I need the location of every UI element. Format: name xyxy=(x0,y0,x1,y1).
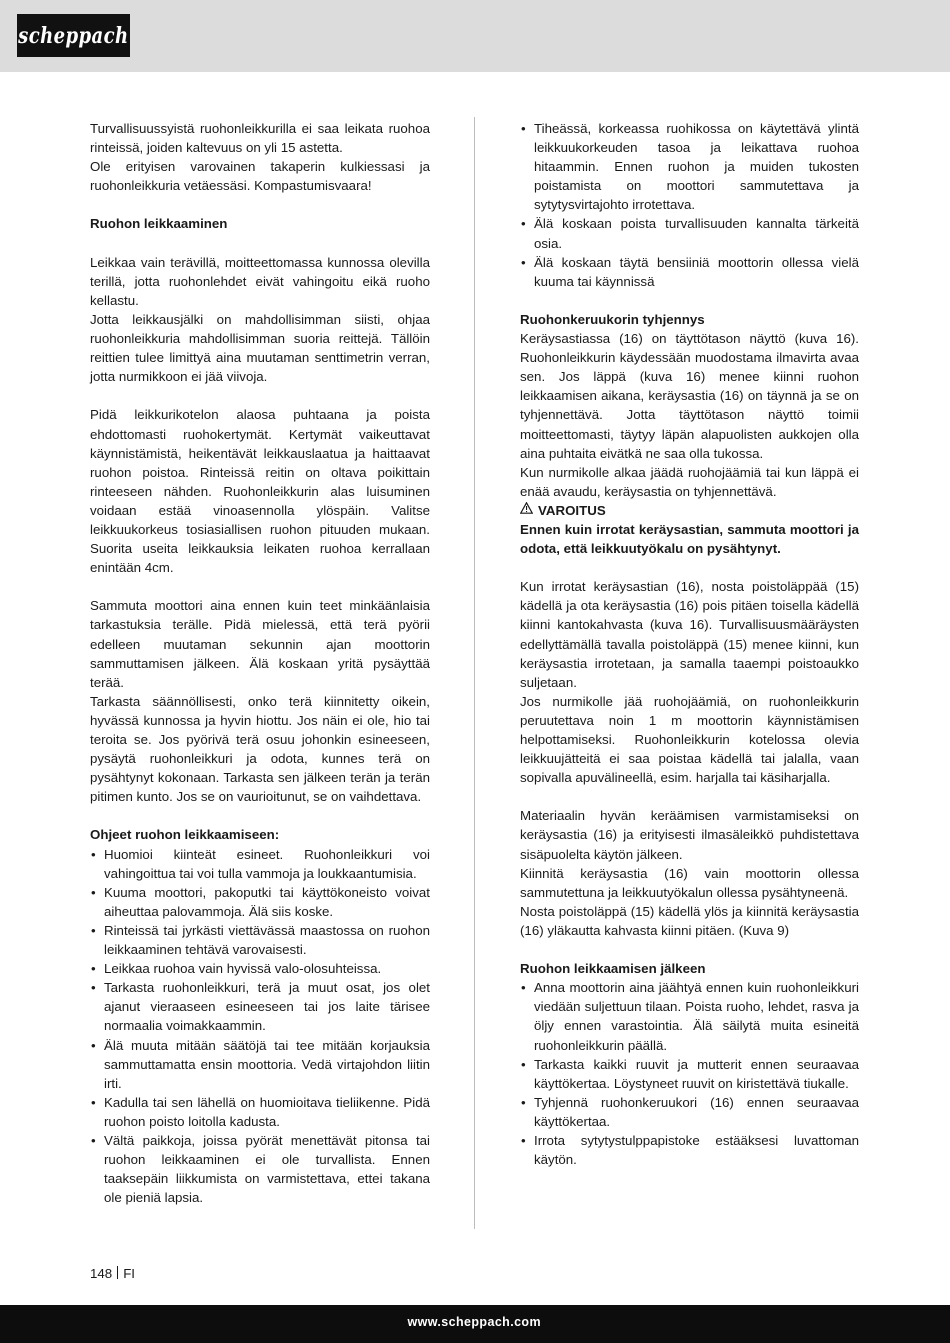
warning-title: VAROITUS xyxy=(538,502,606,518)
list-item: • Älä koskaan poista turvallisuuden kannalta tärkeitä osia. xyxy=(520,214,859,252)
list-item: • Tarkasta kaikki ruuvit ja mutterit ennen seuraavaa käyttökertaa. Löystyneet ruuvit on kiristettävä tiukalle. xyxy=(520,1055,859,1093)
right-column xyxy=(520,119,859,1169)
page-number xyxy=(90,1264,135,1283)
list-item: • Irrota sytytystulppapistoke estääksesi luvattoman käytön. xyxy=(520,1131,859,1169)
list-item: • Anna moottorin aina jäähtyä ennen kuin ruohonleikkuri viedään suljettuun tilaan. Poista ruoho, lehdet, rasva ja öljy ennen varastointia. Älä säilytä muita esineitä ruohonleikkurin päällä. xyxy=(520,978,859,1054)
cutting-paragraph: Leikkaa vain terävillä, moitteettomassa kunnossa olevilla terillä, jotta ruohonlehdet eivät vahingoitu eikä ruoho kellastu. xyxy=(90,254,430,308)
intro-paragraph: Ole erityisen varovainen takaperin kulkiessasi ja ruohonleikkuria vetäessäsi. Kompastumisvaara! xyxy=(90,159,430,194)
list-item: • Kuuma moottori, pakoputki tai käyttökoneisto voivat aiheuttaa palovammoja. Älä siis koske. xyxy=(90,883,430,921)
safety-list xyxy=(520,119,859,291)
list-item: • Leikkaa ruohoa vain hyvissä valo-olosuhteissa. xyxy=(90,959,430,978)
removal-paragraph: Jos nurmikolle jää ruohojäämiä, on ruohonleikkurin peruutettava noin 1 m moottorin käynnistämisen helpottamiseksi. Ruohonleikkurin kotelossa olevia leikkuujätteitä ei saa poistaa kädellä tai jalalla, vaan sopivalla apuvälineellä, esim. harjalla tai käsiharjalla. xyxy=(520,693,859,786)
emptying-paragraph: Keräysastiassa (16) on täyttötason näyttö (kuva 16). Ruohonleikkurin käydessään muodostama ilmavirta avaa sen. Jos läppä (kuva 16) menee kiinni ruohon leikkaamisen aikana, keräysastia (16) on täynnä ja se on tyhjennettävä. Jotta täyttötason näyttö toimii moitteettomasti, täytyy läpän alapuolisten aukkojen olla aina puhtaita eivätkä ne saa olla tukossa. xyxy=(520,331,859,461)
collection-paragraph: Kiinnitä keräysastia (16) vain moottorin ollessa sammutettuna ja leikkuutyökalun ollessa pysähtyneenä. xyxy=(520,865,859,900)
header-band xyxy=(0,0,950,72)
website-link[interactable]: www.scheppach.com xyxy=(407,1315,541,1329)
housing-paragraph: Pidä leikkurikotelon alaosa puhtaana ja poista ehdottomasti ruohokertymät. Kertymät vaikeuttavat käynnistämistä, heikentävät leikkauslaatua ja haittaavat ruohon poistoa. Rinteissä reitin on oltava poikittain rinteeseen nähden. Ruohonleikkurin alas luisuminen voidaan estää vinoasennolla ylöspäin. Valitse leikkuukorkeus tosiasiallisen ruohon pituuden mukaan. Suorita useita leikkauksia leikaten ruohoa kerrallaan enintään 4cm. xyxy=(90,407,430,576)
cutting-paragraph: Jotta leikkausjälki on mahdollisimman siisti, ohjaa ruohonleikkuria mahdollisimman suoria reittejä. Tällöin reittien tulee limittyä aina muutaman senttimetrin verran, jotta nurmikkoon ei jää viivoja. xyxy=(90,311,430,385)
page-language: FI xyxy=(123,1266,136,1281)
list-item: • Älä koskaan täytä bensiiniä moottorin ollessa vielä kuuma tai käynnissä xyxy=(520,253,859,291)
list-item: • Tyhjennä ruohonkeruukori (16) ennen seuraavaa käyttökertaa. xyxy=(520,1093,859,1131)
engine-paragraph: Sammuta moottori aina ennen kuin teet minkäänlaisia tarkastuksia terälle. Pidä mielessä, että terä pyörii edelleen muutaman sekunnin ajan moottorin sammuttamisen jälkeen. Älä koskaan yritä pysäyttää terää. xyxy=(90,598,430,690)
removal-paragraph: Kun irrotat keräysastian (16), nosta poistoläppää (15) kädellä ja ota keräysastia (16) pois pitäen toisella kädellä kiinni kantokahvasta (kuva 16). Turvallisuusmääräysten edellyttämällä tavalla poistoläppä (15) menee kiinni, kun keräysastia irrotetaan, ja samalla taaempi poistoaukko suljetaan. xyxy=(520,579,859,690)
emptying-paragraph: Kun nurmikolle alkaa jäädä ruohojäämiä tai kun läppä ei enää avaudu, keräysastia on tyhjennettävä. xyxy=(520,464,859,499)
warning-heading xyxy=(520,501,859,520)
list-item: • Rinteissä tai jyrkästi viettävässä maastossa on ruohon leikkaaminen tehtävä varovaisesti. xyxy=(90,921,430,959)
column-divider xyxy=(474,117,475,1229)
collection-paragraph: Materiaalin hyvän keräämisen varmistamiseksi on keräysastia (16) ja erityisesti ilmasäleikkö puhdistettava sisäpuolelta käytön jälkeen. xyxy=(520,808,859,862)
list-item: • Huomioi kiinteät esineet. Ruohonleikkuri voi vahingoittua tai voi tulla vammoja ja loukkaantumisia. xyxy=(90,845,430,883)
intro-paragraph: Turvallisuussyistä ruohonleikkurilla ei saa leikata ruohoa rinteissä, joiden kaltevuus on yli 15 astetta. xyxy=(90,121,430,156)
list-item: • Tarkasta ruohonleikkuri, terä ja muut osat, jos olet ajanut vieraaseen esineeseen tai jos laite tärisee normaalia voimakkaammin. xyxy=(90,978,430,1035)
list-item: • Vältä paikkoja, joissa pyörät menettävät pitonsa tai ruohon leikkaaminen ei ole turvallista. Ennen taaksepäin liikkumista on varmistettava, ettei takana ole pieniä lapsia. xyxy=(90,1131,430,1207)
after-cutting-list xyxy=(520,978,859,1169)
warning-triangle-icon xyxy=(520,501,534,520)
engine-paragraph: Tarkasta säännöllisesti, onko terä kiinnitetty oikein, hyvässä kunnossa ja hyvin hiottu. Jos näin ei ole, hio tai teroita se. Jos pyörivä terä osuu johonkin esineeseen, pysäytä ruohonleikkuri ja odota, kunnes terä on pysähtynyt kokonaan. Tarkasta sen jälkeen terän ja terän pitimen kunto. Jos se on vaurioitunut, se on vaihdettava. xyxy=(90,693,430,805)
list-item: • Kadulla tai sen lähellä on huomioitava tieliikenne. Pidä ruohon poisto loitolla kadusta. xyxy=(90,1093,430,1131)
warning-text: Ennen kuin irrotat keräysastian, sammuta moottori ja odota, että leikkuutyökalu on pysähtynyt. xyxy=(520,521,859,557)
page-number-separator xyxy=(117,1266,118,1279)
section-title-emptying: Ruohonkeruukorin tyhjennys xyxy=(520,311,705,327)
footer-band xyxy=(0,1305,950,1343)
brand-logo-text: scheppach xyxy=(18,22,129,49)
section-title-after-cutting: Ruohon leikkaamisen jälkeen xyxy=(520,961,706,977)
section-title-instructions: Ohjeet ruohon leikkaamiseen: xyxy=(90,827,280,843)
page-number-value: 148 xyxy=(90,1266,113,1281)
instructions-list xyxy=(90,845,430,1208)
collection-paragraph: Nosta poistoläppä (15) kädellä ylös ja kiinnitä keräysastia (16) yläkautta kahvasta kiinni pitäen. (Kuva 9) xyxy=(520,903,859,938)
list-item: • Älä muuta mitään säätöjä tai tee mitään korjauksia sammuttamatta ensin moottoria. Vedä virtajohdon liitin irti. xyxy=(90,1036,430,1093)
list-item: • Tiheässä, korkeassa ruohikossa on käytettävä ylintä leikkuukorkeuden tasoa ja leikattava ruohoa hitaammin. Ennen ruohon ja muiden tukosten poistamista on moottori sammutettava ja sytytysvirtajohto irrotettava. xyxy=(520,119,859,214)
brand-logo xyxy=(17,14,130,57)
section-title-cutting: Ruohon leikkaaminen xyxy=(90,216,228,232)
left-column xyxy=(90,119,430,1207)
